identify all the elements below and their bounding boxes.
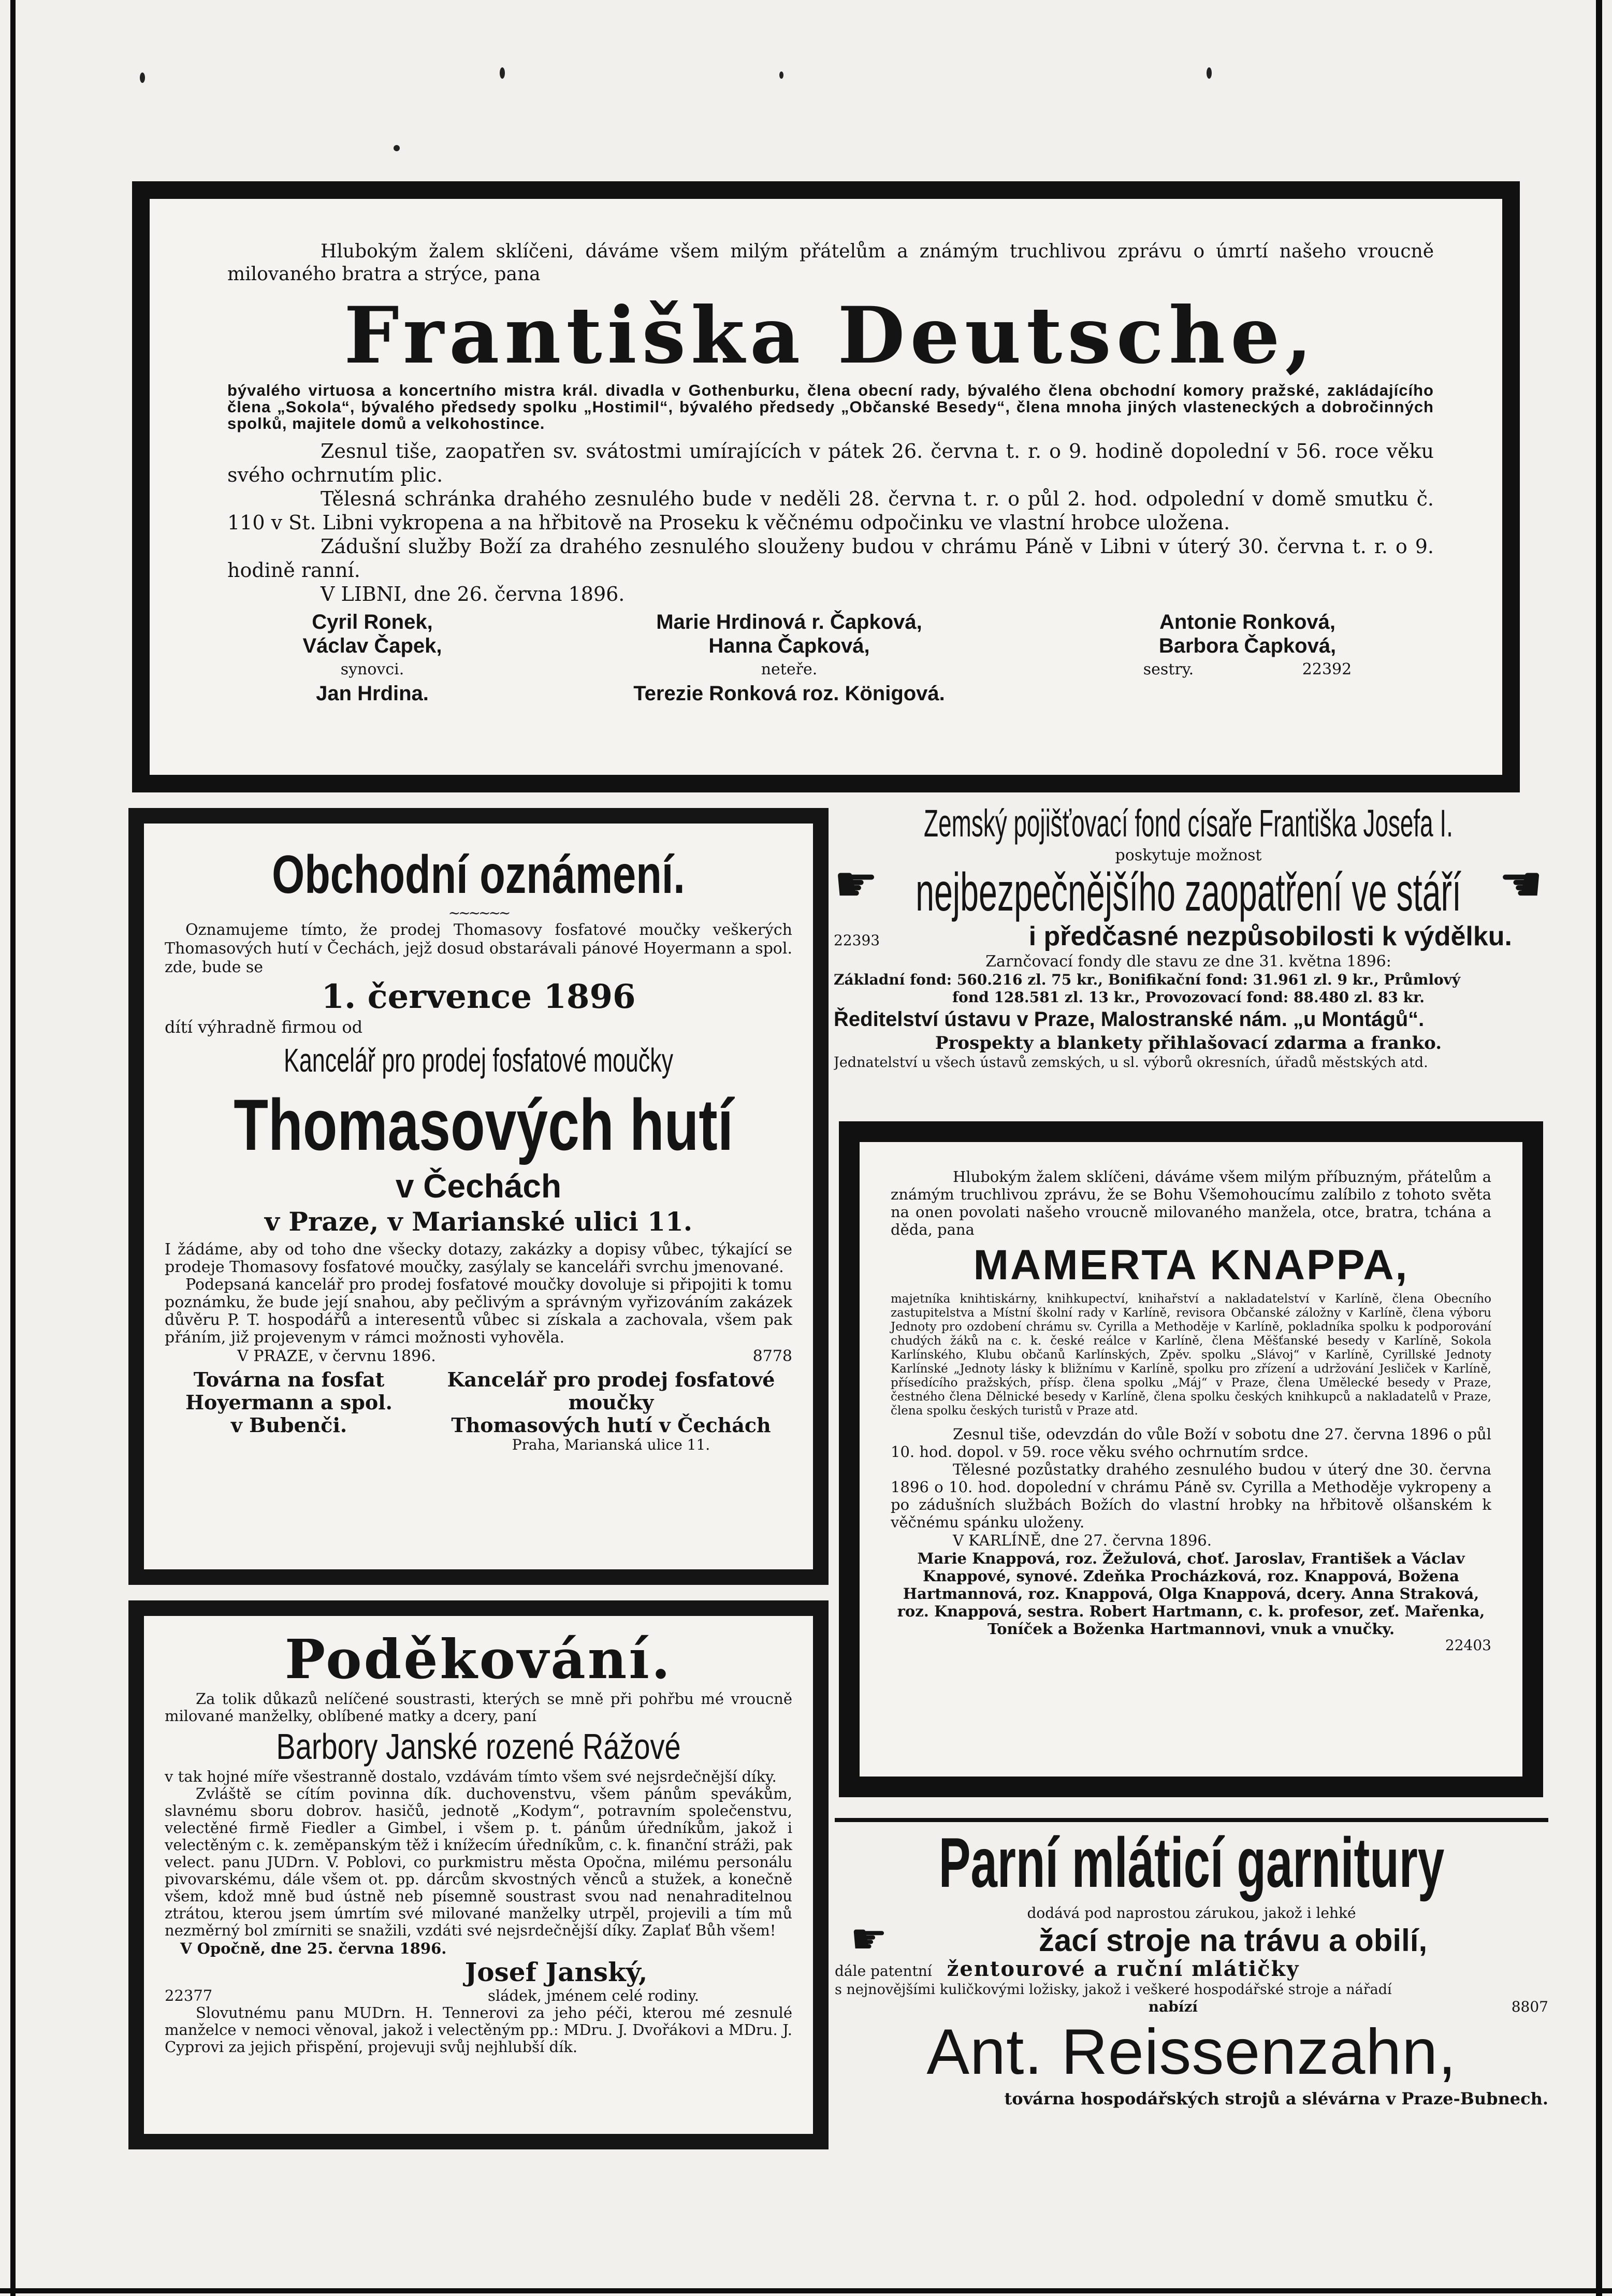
deutsch-col-2 — [561, 610, 1017, 705]
obchodni-place: V PRAZE, v červnu 1896. — [237, 1347, 436, 1365]
podekovani-name: Barbory Janské rozené Rážové — [276, 1726, 681, 1767]
sig-name: Václav Čapek, — [302, 634, 442, 657]
podekovani-signer-role: sládek, jménem celé rodiny. — [487, 1987, 699, 2004]
sig-line: Hoyermann a spol. — [185, 1391, 393, 1414]
zemsky-headline: nejbezpečnějšího zaopatření ve stáří — [916, 862, 1461, 922]
deutsch-intro: Hlubokým žalem sklíčeni, dáváme všem milým přátelům a známým truchlivou zprávu o úmrtí našeho vroucně milovaného bratra a strýce, pana — [227, 241, 1434, 285]
reissenzahn-p1a: dále patentní — [835, 1962, 932, 1980]
pointing-hand-icon: ☛ — [1498, 855, 1543, 913]
zemsky-prospekty: Prospekty a blankety přihlašovací zdarma a franko. — [935, 1033, 1442, 1053]
sig-name: Barbora Čapková, — [1158, 634, 1337, 657]
podekovani-number: 22377 — [165, 1987, 213, 2004]
obchodni-p2: Podepsaná kancelář pro prodej fosfatové moučky dovoluje si připojiti k tomu poznámku, že bude její snahou, aby pečlivým a správným vyřizováním zakázek důvěru P. T. hospodářů a interesentů vůbec si získala a zachovala, všem pak přáním, již projevenym v rámci možnosti vyhověla. — [165, 1276, 792, 1347]
obchodni-cechach: v Čechách — [395, 1167, 562, 1205]
deutsch-p1: Zesnul tiše, zaopatřen sv. svátostmi umírajících v pátek 26. června t. r. o 9. hodině dopolední v 56. roce věku svého ochrnutím plic. — [227, 440, 1434, 486]
podekovani-p2: Zvláště se cítím povinna dík. duchovenstvu, všem pánům spevákům, slavnému sboru dobrov. hasičů, jednotě „Kodym“, potravním společenstvu, velectěné firmě Fiedler a Gimbel, i všem p. t. pánům úředníkům, jakož i velectěným c. k. zeměpanským těž i knížecím úředníkům, c. k. finanční stráži, pak velect. panu JUDrn. V. Poblovi, co purkmistru města Opočna, milému personálu pivovarskému, dále všem ot. pp. dárcům skvostných věnců a stužek, a konečně všem, kdož mně bud ústně neb písemně soustrast svou nad nenahraditelnou ztrátou, kterou jsem úmrtím své milované manželky utrpěl, projevili a tím mů nezměrný bol zmírniti se snažili, vzdáti své nejsrdečnější díky. Zaplať Bůh všem! — [165, 1785, 792, 1939]
sig-line: moučky — [568, 1391, 654, 1414]
sig-line: Praha, Marianská ulice 11. — [512, 1436, 710, 1453]
reissenzahn-p3: nabízí — [1148, 1998, 1198, 2015]
knapp-titles: majetníka knihtiskárny, knihkupectví, knihařství a nakladatelství v Karlíně, člena Obecního zastupitelstva a Místní školní rady v Karlíně, revisora Občanské záložny v Karlíně, člena výboru Jednoty pro ozdobení chrámu sv. Cyrilla a Methoděje v Karlíně, pokladníka spolku k podporování chudých žáků na c. k. české reálce v Karlíně, člena Měšťanské besedy v Karlíně, Sokola Karlínského, Klubu občanů Karlínských, Zpěv. spolku „Slávoj“ v Karlíně, Cyrillské Jednoty Karlínské „Jednoty lásky k bližnímu v Karlíně, spolku pro zřízení a udržování Jesliček v Karlíně, přísedícího pražských, přísp. člena spolku „Máj“ v Praze, člena Umělecké besedy v Praze, čestného člena Dělnické besedy v Karlíně, člena spolku českých knihkupců a nakladatelů v Praze, člena spolku českých turistů v Praze atd. — [891, 1292, 1491, 1418]
sig-name: Marie Hrdinová r. Čapková, — [656, 611, 922, 633]
deutsch-col-3 — [1061, 610, 1434, 705]
reissenzahn-p1 — [835, 1959, 1548, 1982]
reissenzahn-firm: Ant. Reissenzahn, — [926, 2016, 1457, 2088]
sig-line: Thomasových hutí v Čechách — [451, 1413, 771, 1437]
zemsky-line2: i předčasné nezpůsobilosti k výdělku. — [1028, 921, 1512, 951]
reissenzahn-sub: dodává pod naprostou zárukou, jakož i lehké — [1027, 1904, 1356, 1922]
obchodni-ornament: ~~~~~~ — [448, 904, 509, 921]
knapp-place: V KARLÍNĚ, dne 27. června 1896. — [953, 1532, 1212, 1549]
deutsch-place-date: V LIBNI, dne 26. června 1896. — [321, 583, 625, 605]
zemsky-jednatelstvi: Jednatelství u všech ústavů zemských, u sl. výborů okresních, úřadů městských atd. — [834, 1055, 1428, 1071]
podekovani-p1: v tak hojné míře všestranně dostalo, vzdávám tímto všem své nejsrdečnější díky. — [165, 1768, 777, 1785]
knapp-family: Marie Knappová, roz. Žežulová, choť. Jaroslav, František a Václav Knappové, synové. Zdeňka Procházková, roz. Knappová, Božena Hartmannová, roz. Knappová, Olga Knappová, dcery. Anna Straková, roz. Knappová, sestra. Robert Hartmann, c. k. profesor, zeť. Mařenka, Toníček a Boženka Hartmannovi, vnuk a vnučky. — [897, 1550, 1485, 1638]
sig-role: neteře. — [761, 660, 818, 678]
reissenzahn-title: Parní mláticí garnitury — [938, 1823, 1445, 1902]
zemsky-subtitle: poskytuje možnost — [1115, 846, 1262, 864]
sig-name: Hanna Čapková, — [708, 634, 870, 657]
obchodni-oznameni — [128, 808, 829, 1585]
page-edge-bottom — [0, 2288, 1612, 2293]
reissenzahn-number: 8807 — [1511, 1998, 1548, 2015]
podekovani-place: V Opočně, dne 25. června 1896. — [180, 1940, 447, 1957]
obchodni-p1: I žádáme, aby od toho dne všecky dotazy, zakázky a dopisy vůbec, týkající se prodeje Thomasovy fosfatové moučky, zasýlaly se kanceláři svrchu jmenované. — [165, 1240, 792, 1276]
obchodni-signatures — [165, 1368, 792, 1453]
deutsch-p3: Zádušní služby Boží za drahého zesnulého slouženy budou v chrámu Páně v Libni v úterý 30. června t. r. o 9. hodině ranní. — [227, 535, 1434, 582]
zemsky-title: Zemský pojišťovací fond císaře Františka Josefa I. — [924, 802, 1453, 845]
deutsch-number: 22392 — [1302, 660, 1352, 678]
reissenzahn-footer: továrna hospodářských strojů a slévárna v Praze-Bubnech. — [1004, 2089, 1548, 2109]
podekovani — [128, 1600, 829, 2149]
obchodni-by: dítí výhradně firmou od — [165, 1017, 363, 1037]
reissenzahn-ad — [835, 1818, 1548, 2170]
sig-role: synovci. — [340, 660, 404, 678]
podekovani-p3: Slovutnému panu MUDrn. H. Tennerovi za jeho péči, kterou mé zesnulé manželce v nemoci věnoval, jakož i velectěným pp.: MDru. J. Dvořákovi a MDru. J. Cyprovi za jejich přispění, projevuji svůj nejhlubší dík. — [165, 2004, 792, 2056]
deutsch-obituary — [132, 181, 1520, 792]
reissenzahn-nabizi-row — [835, 1998, 1548, 2016]
obchodni-number: 8778 — [752, 1347, 792, 1365]
obchodni-office: Kancelář pro prodej fosfatové moučky — [283, 1042, 674, 1079]
speck — [779, 71, 783, 79]
speck — [1207, 67, 1212, 79]
obchodni-thomas: Thomasových hutí — [234, 1084, 734, 1165]
obchodni-left-sig — [165, 1368, 413, 1453]
reissenzahn-line: žací stroje na trávu a obilí, — [1038, 1923, 1428, 1958]
knapp-p2: Tělesné pozůstatky drahého zesnulého budou v úterý dne 30. června 1896 o 10. hod. dopolední v chrámu Páně sv. Cyrilla a Methoděje vykropeny a po zádušních službách Božích do vlastní hrobky na hřbitově olšanském k věčnému spánku uloženy. — [891, 1461, 1491, 1531]
podekovani-signer: Josef Janský, — [464, 1957, 648, 1987]
sig-name: Antonie Ronková, — [1159, 611, 1336, 633]
podekovani-title: Poděkování. — [284, 1627, 673, 1691]
zemsky-office: Ředitelství ústavu v Praze, Malostranské nám. „u Montágů“. — [834, 1008, 1425, 1031]
reissenzahn-p1b: žentourové a ruční mlátičky — [947, 1957, 1300, 1981]
deutsch-p2: Tělesná schránka drahého zesnulého bude v neděli 28. června t. r. o půl 2. hod. odpolední v domě smutku č. 110 v St. Libni vykropena a na hřbitově na Proseku k věčnému odpočinku ve vlastní hrobce uložena. — [227, 487, 1434, 534]
deutsch-name: Františka Deutsche, — [344, 290, 1317, 381]
zemsky-number: 22393 — [834, 932, 880, 949]
deutsch-col-1 — [227, 610, 517, 705]
speck — [394, 145, 400, 151]
speck — [500, 67, 505, 79]
pointing-hand-icon: ☛ — [834, 855, 879, 913]
zemsky-funds1: Základní fond: 560.216 zl. 75 kr., Bonifikační fond: 31.961 zl. 9 kr., Průmlový — [834, 971, 1461, 988]
sig-line: Kancelář pro prodej fosfatové — [447, 1368, 775, 1391]
obchodni-date: 1. července 1896 — [321, 977, 636, 1016]
zemsky-fond — [834, 800, 1543, 1111]
sig-line: Továrna na fosfat — [193, 1368, 385, 1391]
sig-name: Cyril Ronek, — [312, 611, 433, 633]
knapp-obituary — [839, 1121, 1543, 1797]
obchodni-praha: v Praze, v Marianské ulici 11. — [264, 1206, 693, 1237]
obchodni-intro: Oznamujeme tímto, že prodej Thomasovy fosfatové moučky veškerých Thomasových hutí v Čechách, jejž dosud obstarávali pánové Hoyermann a spol. zde, bude se — [165, 921, 792, 976]
page-edge-left — [10, 0, 16, 2296]
zemsky-funds-intro: Zarnčovací fondy dle stavu ze dne 31. května 1896: — [985, 952, 1391, 971]
deutsch-signatures — [227, 610, 1434, 705]
reissenzahn-p2: s nejnovějšími kuličkovými ložisky, jakož i veškeré hospodářské stroje a nářadí — [835, 1982, 1392, 1998]
podekovani-intro: Za tolik důkazů nelíčené soustrasti, kterých se mně při pohřbu mé vroucně milované manželky, oblíbené matky a dcery, paní — [165, 1690, 792, 1725]
zemsky-line2-row — [834, 920, 1543, 952]
knapp-intro: Hlubokým žalem sklíčeni, dáváme všem milým příbuzným, přátelům a známým truchlivou zprávu, že se Bohu Všemohoucímu zalíbilo z tohoto světa na onen povolati našeho vroucně milovaného manžela, otce, bratra, tchána a děda, pana — [891, 1168, 1491, 1238]
pointing-hand-icon: ☛ — [850, 1915, 888, 1963]
page-edge-right — [1596, 0, 1602, 2296]
sig-role — [1061, 658, 1434, 682]
obchodni-title: Obchodní oznámení. — [272, 845, 685, 905]
knapp-p1: Zesnul tiše, odevzdán do vůle Boží v sobotu dne 27. června 1896 o půl 10. hod. dopol. v 59. roce věku svého ochrnutím srdce. — [891, 1425, 1491, 1461]
obchodni-right-sig — [430, 1368, 792, 1453]
zemsky-funds2: fond 128.581 zl. 13 kr., Provozovací fond: 88.480 zl. 83 kr. — [952, 989, 1425, 1006]
obchodni-place-row — [165, 1347, 792, 1366]
reissenzahn-line-row — [835, 1915, 1548, 1963]
speck — [140, 73, 145, 83]
sig-name: Terezie Ronková roz. Königová. — [633, 682, 945, 705]
knapp-number: 22403 — [1445, 1637, 1491, 1654]
deutsch-titles: bývalého virtuosa a koncertního mistra král. divadla v Gothenburku, člena obecní rady, bývalého člena obchodní komory pražské, zakládajícího člena „Sokola“, bývalého předsedy spolku „Hostimil“, bývalého předsedy „Občanské Besedy“, člena mnoha jiných vlasteneckých a dobročinných spolků, majitele domů a velkohostince. — [227, 381, 1434, 432]
sig-name: Jan Hrdina. — [316, 682, 429, 705]
podekovani-role-row — [165, 1987, 792, 2004]
sig-line: v Bubenči. — [230, 1413, 347, 1437]
sig-role-text: sestry. — [1143, 660, 1194, 678]
knapp-name: MAMERTA KNAPPA, — [973, 1241, 1409, 1289]
